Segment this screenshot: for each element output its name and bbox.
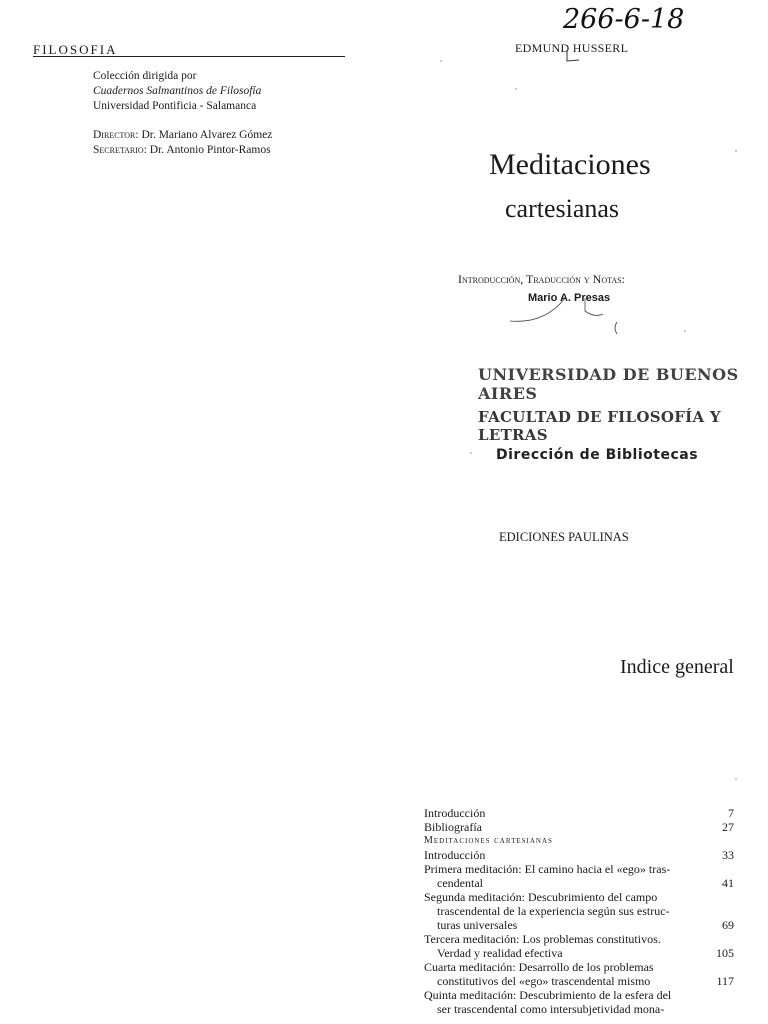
translator-name: Mario A. Presas — [528, 292, 611, 304]
credits-line: Introducción, Traducción y Notas: — [458, 272, 625, 286]
editorial-staff — [93, 128, 272, 158]
toc-label-continuation: trascendental de la experiencia según sus estruc- — [437, 904, 670, 918]
toc-label-line: Cuarta meditación: Desarrollo de los problemas — [424, 960, 654, 974]
toc-label — [424, 988, 708, 1016]
scan-speck — [684, 330, 686, 332]
pen-mark-icon — [565, 48, 581, 64]
stamp-library: Dirección de Bibliotecas — [496, 447, 699, 463]
toc-row — [424, 932, 734, 960]
toc-label: Bibliografía — [424, 820, 482, 834]
director-label: Director: — [93, 129, 139, 141]
pen-stroke-icon — [505, 286, 635, 336]
toc-label-line: Quinta meditación: Descubrimiento de la esfera del — [424, 988, 672, 1002]
book-title-line2: cartesianas — [505, 194, 620, 223]
secretary-name: Dr. Antonio Pintor-Ramos — [149, 144, 271, 156]
toc-label: Introducción — [424, 848, 486, 862]
book-title-line1: Meditaciones — [489, 148, 651, 181]
toc-page: 27 — [722, 820, 734, 834]
toc-label-line: Primera meditación: El camino hacia el «ego» tras- — [424, 862, 671, 876]
publisher-name: EDICIONES PAULINAS — [499, 530, 629, 544]
library-stamp — [478, 365, 768, 463]
scan-speck — [515, 88, 517, 90]
toc-row — [424, 960, 734, 988]
scan-speck — [440, 60, 442, 62]
collection-line: Colección dirigida por — [93, 70, 197, 82]
collection-journal: Cuadernos Salmantinos de Filosofía — [93, 85, 262, 97]
handwritten-call-number: 266-6-18 — [563, 4, 685, 35]
toc-section-heading — [424, 834, 734, 848]
toc-label-continuation: cendental — [437, 876, 483, 890]
toc-label — [424, 890, 708, 932]
toc-page: 33 — [722, 848, 734, 862]
toc-label: Introducción — [424, 806, 486, 820]
director-name: Dr. Mariano Alvarez Gómez — [141, 129, 273, 141]
collection-info — [93, 69, 261, 114]
director-line — [93, 128, 272, 143]
toc-page: 7 — [728, 806, 734, 820]
stamp-faculty: FACULTAD DE FILOSOFÍA Y LETRAS — [478, 408, 721, 444]
scan-speck — [735, 778, 737, 780]
index-title: Indice general — [620, 656, 734, 678]
toc-page: 105 — [716, 946, 734, 960]
scan-speck — [470, 452, 472, 454]
stamp-university: UNIVERSIDAD DE BUENOS AIRES — [478, 365, 739, 403]
toc-page: 117 — [716, 974, 734, 988]
secretary-line — [93, 143, 272, 158]
toc-label-continuation: ser trascendental como intersubjetividad mona- — [437, 1002, 665, 1016]
toc-label-continuation: constitutivos del «ego» trascendental mismo — [437, 974, 651, 988]
toc-label — [424, 862, 708, 890]
toc-label — [424, 932, 708, 960]
scan-speck — [735, 150, 737, 152]
toc-row — [424, 806, 734, 820]
secretary-label: Secretario: — [93, 144, 147, 156]
table-of-contents — [424, 806, 734, 1016]
toc-label-line: Tercera meditación: Los problemas constitutivos. — [424, 932, 661, 946]
series-rule — [33, 56, 345, 57]
toc-label — [424, 960, 708, 988]
collection-university: Universidad Pontificia - Salamanca — [93, 100, 257, 112]
series-title: FILOSOFIA — [33, 42, 118, 57]
toc-label-line: Segunda meditación: Descubrimiento del campo — [424, 890, 658, 904]
toc-row — [424, 988, 734, 1016]
toc-heading-label: Meditaciones cartesianas — [424, 835, 553, 846]
toc-label-continuation: turas universales — [437, 918, 518, 932]
toc-page: 41 — [722, 876, 734, 890]
toc-label-continuation: Verdad y realidad efectiva — [437, 946, 563, 960]
toc-row — [424, 848, 734, 862]
author-name: EDMUND HUSSERL — [515, 41, 629, 55]
toc-row — [424, 890, 734, 932]
toc-page: 69 — [722, 918, 734, 932]
toc-row — [424, 820, 734, 834]
toc-row — [424, 862, 734, 890]
